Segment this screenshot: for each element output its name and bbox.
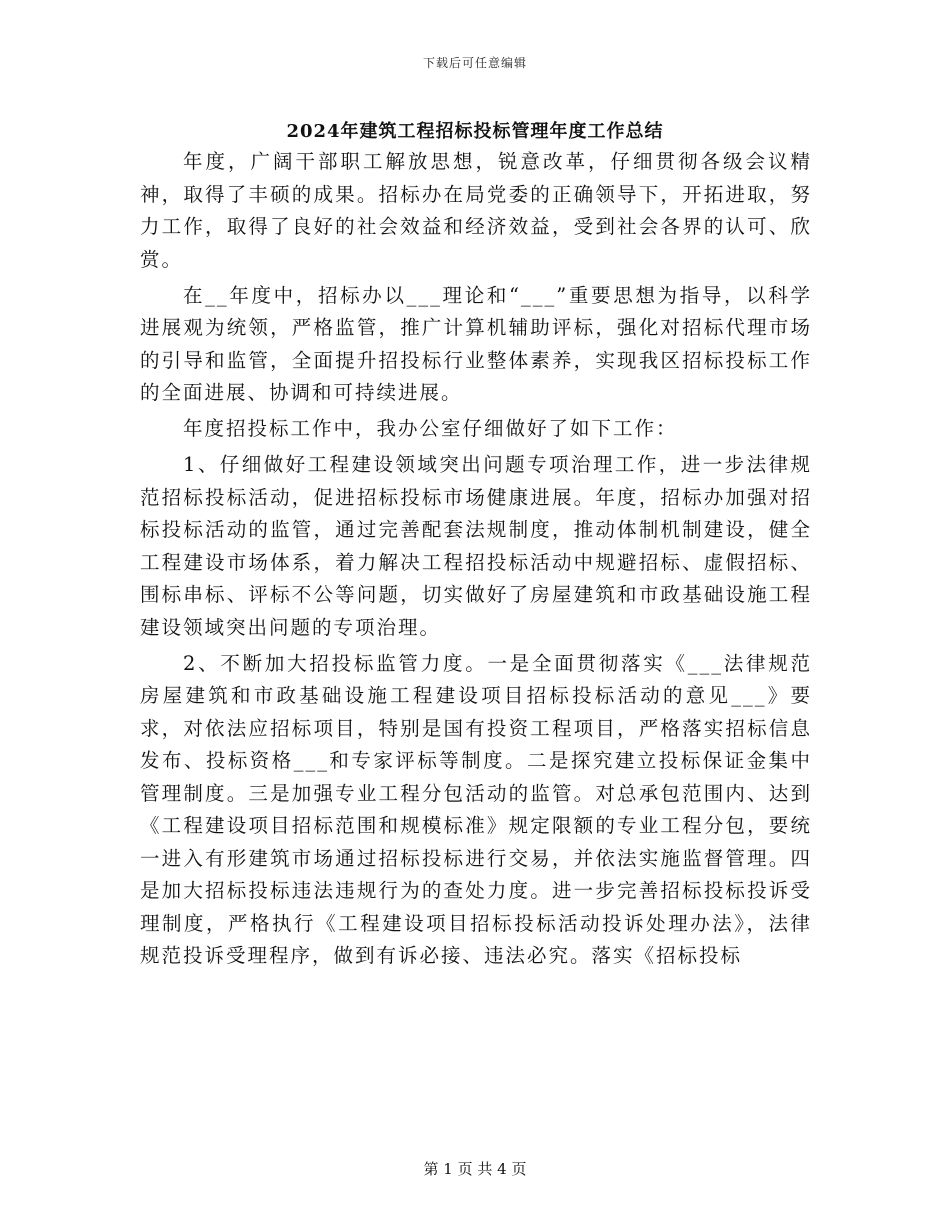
- paragraph: 年度招投标工作中，我办公室仔细做好了如下工作：: [183, 417, 678, 440]
- header-note: 下载后可任意编辑: [422, 56, 527, 70]
- paragraph: 年度，广阔干部职工解放思想，锐意改革，仔细贯彻各级会议精神，取得了丰硕的成果。招标办在局党委的正确领导下，开拓进取，努力工作，取得了良好的社会效益和经济效益，受到社会各界的认可、欣赏。: [140, 150, 812, 271]
- document-body: [140, 146, 812, 976]
- page-number: 第 1 页 共 4 页: [423, 1160, 527, 1178]
- paragraph: 1、仔细做好工程建设领域突出问题专项治理工作，进一步法律规范招标投标活动，促进招标投标市场健康进展。年度，招标办加强对招标投标活动的监管，通过完善配套法规制度，推动体制机制建设，健全工程建设市场体系，着力解决工程招投标活动中规避招标、虚假招标、围标串标、评标不公等问题，切实做好了房屋建筑和市政基础设施工程建设领域突出问题的专项治理。: [140, 453, 812, 639]
- paragraph: 2、不断加大招投标监管力度。一是全面贯彻落实《___法律规范房屋建筑和市政基础设施工程建设项目招标投标活动的意见___》要求，对依法应招标项目，特别是国有投资工程项目，严格落实招标信息发布、投标资格___和专家评标等制度。二是探究建立投标保证金集中管理制度。三是加强专业工程分包活动的监管。对总承包范围内、达到《工程建设项目招标范围和规模标准》规定限额的专业工程分包，要统一进入有形建筑市场通过招标投标进行交易，并依法实施监督管理。四是加大招标投标违法违规行为的查处力度。进一步完善招标投标投诉受理制度，严格执行《工程建设项目招标投标活动投诉处理办法》，法律规范投诉受理程序，做到有诉必接、违法必究。落实《招标投标: [140, 651, 812, 967]
- paragraph: 在__年度中，招标办以___理论和“___”重要思想为指导，以科学进展观为统领，严格监管，推广计算机辅助评标，强化对招标代理市场的引导和监管，全面提升招投标行业整体素养，实现我区招标投标工作的全面进展、协调和可持续进展。: [140, 283, 812, 404]
- document-title: 2024年建筑工程招标投标管理年度工作总结: [286, 121, 664, 142]
